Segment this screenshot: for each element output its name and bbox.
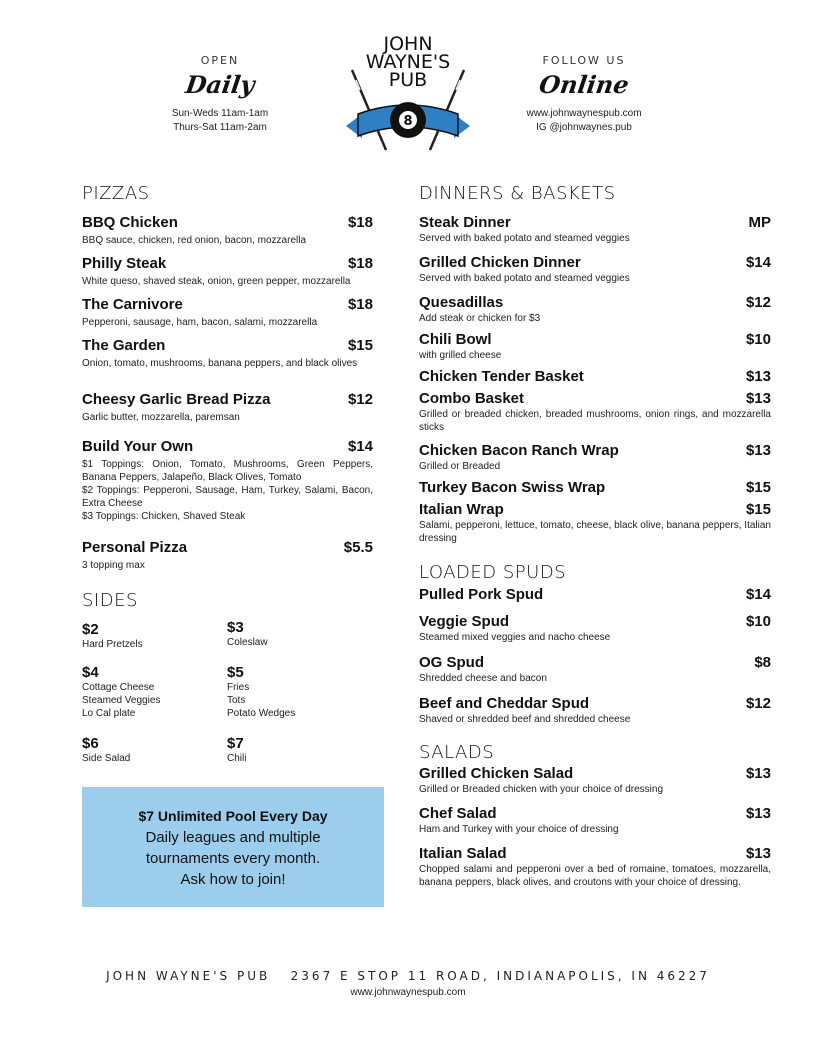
item-price: $5.5 [343, 539, 373, 556]
side-price: $2 [82, 621, 99, 638]
item-description: Ham and Turkey with your choice of dressing [419, 824, 619, 835]
side-price: $3 [227, 619, 244, 636]
side-item: Side Salad [82, 753, 131, 764]
menu-item [419, 765, 771, 796]
menu-item [419, 805, 771, 836]
side-item: Hard Pretzels [82, 639, 143, 650]
item-price: $12 [745, 294, 771, 311]
menu-item [419, 294, 771, 325]
logo-line: JOHN [383, 33, 433, 55]
pub-logo [340, 34, 476, 154]
promo-line: Ask how to join! [180, 871, 286, 888]
item-price: $14 [745, 254, 771, 271]
promo-line: Daily leagues and multiple [145, 829, 321, 846]
side-item: Potato Wedges [227, 708, 296, 719]
side-group [227, 619, 367, 649]
pizzas-title: PIZZAS [82, 183, 150, 204]
follow-label: FOLLOW US [542, 54, 626, 67]
logo-line: PUB [388, 69, 428, 91]
item-name: Beef and Cheddar Spud [419, 695, 590, 712]
item-description: Shredded cheese and bacon [419, 673, 547, 684]
item-price: $18 [347, 296, 373, 313]
side-group [82, 621, 222, 651]
item-name: Chicken Bacon Ranch Wrap [419, 442, 619, 459]
side-price: $7 [227, 735, 244, 752]
item-description: $1 Toppings: Onion, Tomato, Mushrooms, Green Peppers, Banana Peppers, Jalapeño, Black Olives, Tomato $2 Toppings: Pepperoni, Sausage, Ham, Turkey, Salami, Bacon, Extra Cheese $3 Toppings: Chicken, Shaved Steak [82, 459, 373, 522]
salads-title: SALADS [419, 742, 495, 763]
website-link[interactable]: www.johnwaynespub.com [526, 108, 642, 119]
menu-item [419, 390, 771, 434]
item-name: Grilled Chicken Dinner [419, 254, 581, 271]
menu-item [419, 586, 771, 603]
item-price: $15 [347, 337, 373, 354]
item-description: White queso, shaved steak, onion, green pepper, mozzarella [82, 276, 351, 287]
item-price: $18 [347, 214, 373, 231]
item-price: $15 [745, 479, 771, 496]
follow-script-text: Online [537, 70, 631, 99]
item-price: $18 [347, 255, 373, 272]
ball-number: 8 [403, 114, 413, 129]
menu-item [419, 331, 771, 362]
item-name: Chili Bowl [419, 331, 492, 348]
item-name: Chef Salad [419, 805, 497, 822]
item-name: OG Spud [419, 654, 484, 671]
menu-item [419, 479, 771, 496]
menu-item [82, 438, 373, 523]
side-item: Steamed Veggies [82, 695, 161, 706]
menu-item [419, 442, 771, 473]
open-label: OPEN [200, 54, 240, 67]
menu-item [82, 255, 373, 288]
menu-item [419, 654, 771, 685]
menu-item [82, 214, 373, 247]
side-item: Coleslaw [227, 637, 268, 648]
instagram-handle[interactable]: IG @johnwaynes.pub [536, 122, 632, 133]
item-price: $14 [745, 586, 771, 603]
item-price: $12 [745, 695, 771, 712]
side-group [82, 735, 222, 765]
item-name: Veggie Spud [419, 613, 510, 630]
menu-item [419, 254, 771, 285]
menu-item [419, 845, 771, 889]
item-price: $13 [745, 845, 771, 862]
item-description: Pepperoni, sausage, ham, bacon, salami, mozzarella [82, 317, 318, 328]
item-price: $13 [745, 805, 771, 822]
item-price: $10 [745, 613, 771, 630]
item-name: BBQ Chicken [82, 214, 178, 231]
footer-address: JOHN WAYNE'S PUB 2367 E STOP 11 ROAD, INDIANAPOLIS, IN 46227 [106, 969, 710, 983]
spuds-title: LOADED SPUDS [419, 562, 567, 583]
item-name: Cheesy Garlic Bread Pizza [82, 391, 271, 408]
item-description: Grilled or Breaded chicken with your choice of dressing [419, 784, 664, 795]
item-name: Italian Salad [419, 845, 507, 862]
side-item: Fries [227, 682, 250, 693]
promo-line: tournaments every month. [145, 850, 321, 867]
item-description: Onion, tomato, mushrooms, banana peppers, and black olives [82, 358, 358, 369]
item-description: 3 topping max [82, 560, 145, 571]
promo-text [82, 827, 384, 890]
footer-website-link[interactable]: www.johnwaynespub.com [350, 987, 466, 998]
item-price: $14 [347, 438, 373, 455]
menu-item [82, 296, 373, 329]
side-price: $5 [227, 664, 244, 681]
side-item: Cottage Cheese [82, 682, 155, 693]
item-name: Build Your Own [82, 438, 194, 455]
item-description: Shaved or shredded beef and shredded cheese [419, 714, 631, 725]
item-name: Personal Pizza [82, 539, 188, 556]
menu-item [419, 695, 771, 726]
pool-promo-box [82, 787, 384, 907]
item-description: Grilled or Breaded [419, 461, 501, 472]
hours-line: Thurs-Sat 11am-2am [173, 122, 267, 133]
item-price: $15 [745, 501, 771, 518]
side-item: Chili [227, 753, 247, 764]
item-price: MP [748, 214, 771, 231]
menu-item [419, 501, 771, 545]
item-description: Served with baked potato and steamed veggies [419, 273, 630, 284]
side-price: $4 [82, 664, 99, 681]
item-price: $13 [745, 390, 771, 407]
sides-title: SIDES [82, 590, 138, 611]
item-name: The Carnivore [82, 296, 183, 313]
side-group [82, 664, 222, 720]
side-group [227, 735, 367, 765]
item-name: Philly Steak [82, 255, 167, 272]
item-name: Chicken Tender Basket [419, 368, 584, 385]
item-description: Salami, pepperoni, lettuce, tomato, cheese, black olive, banana peppers, Italian dressing [419, 520, 771, 544]
item-name: The Garden [82, 337, 166, 354]
menu-item [419, 368, 771, 385]
item-name: Pulled Pork Spud [419, 586, 544, 603]
logo-line: WAYNE'S [365, 51, 451, 73]
menu-item [419, 613, 771, 644]
item-price: $12 [347, 391, 373, 408]
item-description: Garlic butter, mozzarella, paremsan [82, 412, 240, 423]
social-list [494, 107, 674, 135]
menu-item [82, 337, 373, 370]
hours-block [130, 54, 310, 135]
item-price: $13 [745, 765, 771, 782]
item-price: $10 [745, 331, 771, 348]
item-price: $13 [745, 442, 771, 459]
item-name: Italian Wrap [419, 501, 504, 518]
footer [0, 969, 816, 998]
item-price: $8 [754, 654, 771, 671]
item-description: Chopped salami and pepperoni over a bed of romaine, tomatoes, mozzarella, banana peppers, black olives, and croutons with your choice of dressing. [419, 864, 771, 888]
menu-item [82, 391, 373, 424]
hours-line: Sun-Weds 11am-1am [171, 108, 269, 119]
open-script-text: Daily [183, 70, 257, 99]
promo-title: $7 Unlimited Pool Every Day [138, 808, 328, 824]
item-name: Combo Basket [419, 390, 525, 407]
dinners-title: DINNERS & BASKETS [419, 183, 616, 204]
item-description: Served with baked potato and steamed veggies [419, 233, 630, 244]
item-name: Steak Dinner [419, 214, 511, 231]
side-item: Lo Cal plate [82, 708, 136, 719]
menu-item [82, 539, 373, 572]
item-description: Steamed mixed veggies and nacho cheese [419, 632, 611, 643]
side-price: $6 [82, 735, 99, 752]
item-description: Grilled or breaded chicken, breaded mushrooms, onion rings, and mozzarella sticks [419, 409, 771, 433]
item-price: $13 [745, 368, 771, 385]
item-description: Add steak or chicken for $3 [419, 313, 541, 324]
menu-item [419, 214, 771, 245]
item-description: BBQ sauce, chicken, red onion, bacon, mozzarella [82, 235, 307, 246]
social-block [494, 54, 674, 135]
side-item: Tots [227, 695, 246, 706]
item-name: Quesadillas [419, 294, 504, 311]
item-description: with grilled cheese [419, 350, 502, 361]
hours-list [130, 107, 310, 135]
side-group [227, 664, 367, 720]
item-name: Grilled Chicken Salad [419, 765, 574, 782]
item-name: Turkey Bacon Swiss Wrap [419, 479, 606, 496]
